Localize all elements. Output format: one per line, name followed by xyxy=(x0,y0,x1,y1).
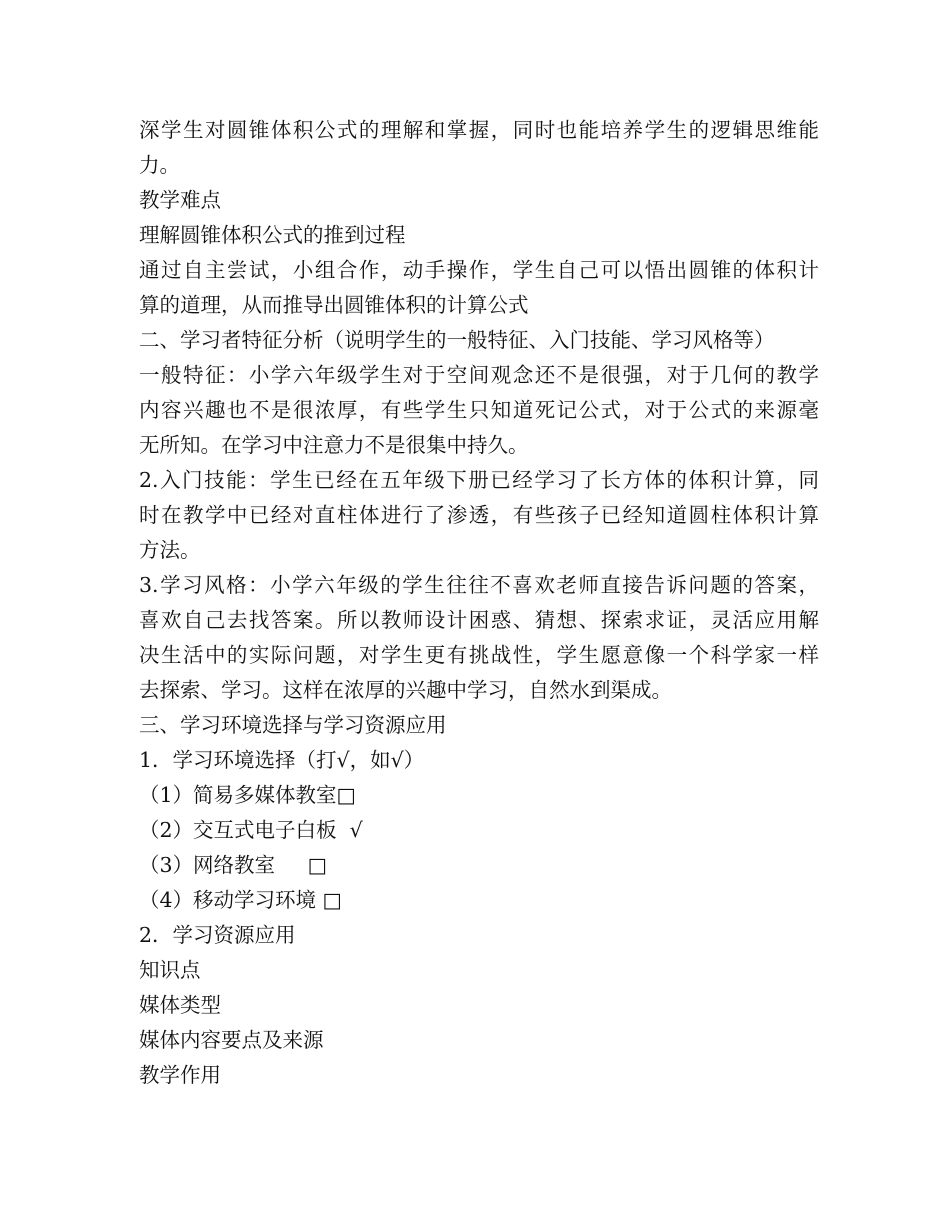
paragraph-line: 力。 xyxy=(139,153,180,177)
section-heading: 教学难点 xyxy=(139,188,221,212)
document-body xyxy=(139,113,819,1093)
paragraph-line: 3.学习风格：小学六年级的学生往往不喜欢老师直接告诉问题的答案， xyxy=(139,573,819,597)
section-heading: 二、学习者特征分析（说明学生的一般特征、入门技能、学习风格等） xyxy=(139,328,775,352)
paragraph-line: 去探索、学习。这样在浓厚的兴趣中学习，自然水到渠成。 xyxy=(139,678,672,702)
option-item: （4）移动学习环境 □ xyxy=(139,888,342,912)
section-heading: 三、学习环境选择与学习资源应用 xyxy=(139,713,447,737)
option-item: （2）交互式电子白板 √ xyxy=(139,818,363,842)
paragraph-line: 内容兴趣也不是很浓厚，有些学生只知道死记公式，对于公式的来源毫 xyxy=(139,398,819,422)
option-item: （1）简易多媒体教室□ xyxy=(139,783,356,807)
paragraph-line: 无所知。在学习中注意力不是很集中持久。 xyxy=(139,433,529,457)
paragraph-line: 方法。 xyxy=(139,538,201,562)
paragraph-line: 深学生对圆锥体积公式的理解和掌握，同时也能培养学生的逻辑思维能 xyxy=(139,118,819,142)
paragraph-line: 决生活中的实际问题，对学生更有挑战性，学生愿意像一个科学家一样 xyxy=(139,643,819,667)
paragraph-line: 2.入门技能：学生已经在五年级下册已经学习了长方体的体积计算，同 xyxy=(139,468,819,492)
paragraph-line: 一般特征：小学六年级学生对于空间观念还不是很强，对于几何的教学 xyxy=(139,363,819,387)
option-item: （3）网络教室 □ xyxy=(139,853,327,877)
table-label: 媒体内容要点及来源 xyxy=(139,1028,324,1052)
paragraph-line: 理解圆锥体积公式的推到过程 xyxy=(139,223,406,247)
paragraph-line: 通过自主尝试，小组合作，动手操作，学生自己可以悟出圆锥的体积计 xyxy=(139,258,819,282)
subsection-heading: 2．学习资源应用 xyxy=(139,923,296,947)
paragraph-line: 算的道理，从而推导出圆锥体积的计算公式 xyxy=(139,293,529,317)
paragraph-line: 时在教学中已经对直柱体进行了渗透，有些孩子已经知道圆柱体积计算 xyxy=(139,503,819,527)
table-label: 教学作用 xyxy=(139,1063,221,1087)
subsection-heading: 1．学习环境选择（打√，如√） xyxy=(139,748,425,772)
table-label: 知识点 xyxy=(139,958,201,982)
table-label: 媒体类型 xyxy=(139,993,221,1017)
paragraph-line: 喜欢自己去找答案。所以教师设计困惑、猜想、探索求证，灵活应用解 xyxy=(139,608,819,632)
